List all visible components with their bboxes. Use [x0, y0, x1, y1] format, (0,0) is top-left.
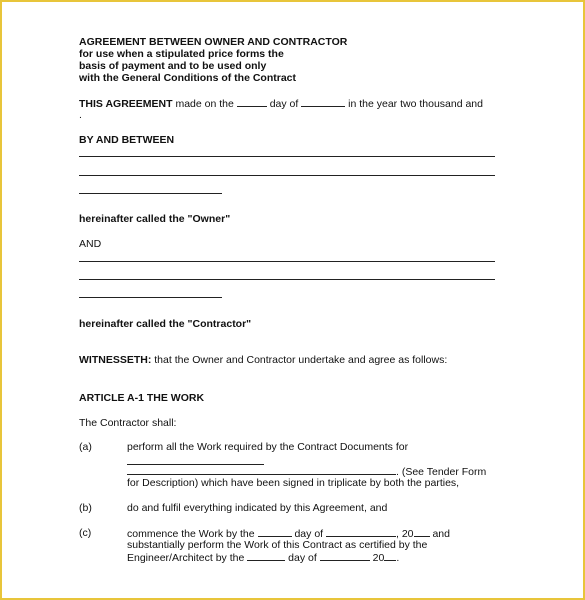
item-c-commence-month-blank[interactable] — [326, 527, 396, 537]
item-c-completion-day-blank[interactable] — [247, 551, 285, 561]
owner-blank-line-2[interactable] — [79, 175, 495, 176]
item-a-blank-2[interactable] — [127, 465, 396, 475]
item-a-line-1: perform all the Work required by the Contract Documents for — [127, 441, 409, 453]
subtitle-line-2: basis of payment and to be used only — [79, 60, 267, 72]
item-b-line-1: do and fulfil everything indicated by this Agreement, and — [127, 502, 388, 514]
item-c-period: . — [396, 552, 400, 564]
by-and-between-heading: BY AND BETWEEN — [79, 134, 175, 146]
item-c-commence-text: commence the Work by the — [127, 528, 255, 540]
subtitle-line-1: for use when a stipulated price forms the — [79, 48, 284, 60]
item-c-line-3 — [127, 551, 399, 564]
contractor-label: hereinafter called the "Contractor" — [79, 318, 252, 330]
and-label: AND — [79, 238, 102, 250]
item-a-marker: (a) — [79, 441, 92, 453]
item-c-day-of-text: day of — [294, 528, 324, 540]
item-c-commence-day-blank[interactable] — [258, 527, 292, 537]
item-a-line-2-tail: . (See Tender Form — [396, 466, 487, 478]
agreement-lead: THIS AGREEMENT — [79, 98, 173, 110]
subtitle-line-3: with the General Conditions of the Contract — [79, 72, 297, 84]
item-a-line-3: for Description) which have been signed in triplicate by both the parties, — [127, 477, 460, 489]
date-blank[interactable] — [237, 97, 267, 107]
item-c-marker: (c) — [79, 527, 92, 539]
item-c-commence-year-blank[interactable] — [414, 527, 430, 537]
witnesseth-line — [79, 354, 447, 366]
item-b-marker: (b) — [79, 502, 92, 514]
contractor-blank-line-1[interactable] — [79, 261, 495, 262]
item-c-year-prefix-2: 20 — [372, 552, 385, 564]
agreement-year: in the year two thousand and — [348, 98, 483, 110]
witnesseth-lead: WITNESSETH: — [79, 354, 152, 366]
item-c-completion-month-blank[interactable] — [320, 551, 370, 561]
item-c-line-2: substantially perform the Work of this Contract as certified by the — [127, 539, 428, 551]
owner-blank-line-1[interactable] — [79, 156, 495, 157]
agreement-dot: . — [79, 109, 82, 121]
witnesseth-text: that the Owner and Contractor undertake and agree as follows: — [154, 354, 448, 366]
agreement-date-line — [79, 97, 483, 110]
article-intro: The Contractor shall: — [79, 417, 177, 429]
item-c-day-of-text-2: day of — [288, 552, 317, 564]
document-title: AGREEMENT BETWEEN OWNER AND CONTRACTOR — [79, 36, 348, 48]
month-blank[interactable] — [301, 97, 345, 107]
item-c-completion-year-blank[interactable] — [384, 551, 396, 561]
item-c-engineer-text: Engineer/Architect by the — [127, 552, 245, 564]
item-c-and-text: and — [432, 528, 450, 540]
owner-blank-line-3[interactable] — [79, 193, 222, 194]
owner-label: hereinafter called the "Owner" — [79, 213, 231, 225]
article-heading: ARTICLE A-1 THE WORK — [79, 392, 205, 404]
contractor-blank-line-3[interactable] — [79, 297, 222, 298]
agreement-day-of: day of — [269, 98, 299, 110]
agreement-made-on: made on the — [175, 98, 234, 110]
contractor-blank-line-2[interactable] — [79, 279, 495, 280]
item-c-year-prefix: , 20 — [396, 528, 414, 540]
